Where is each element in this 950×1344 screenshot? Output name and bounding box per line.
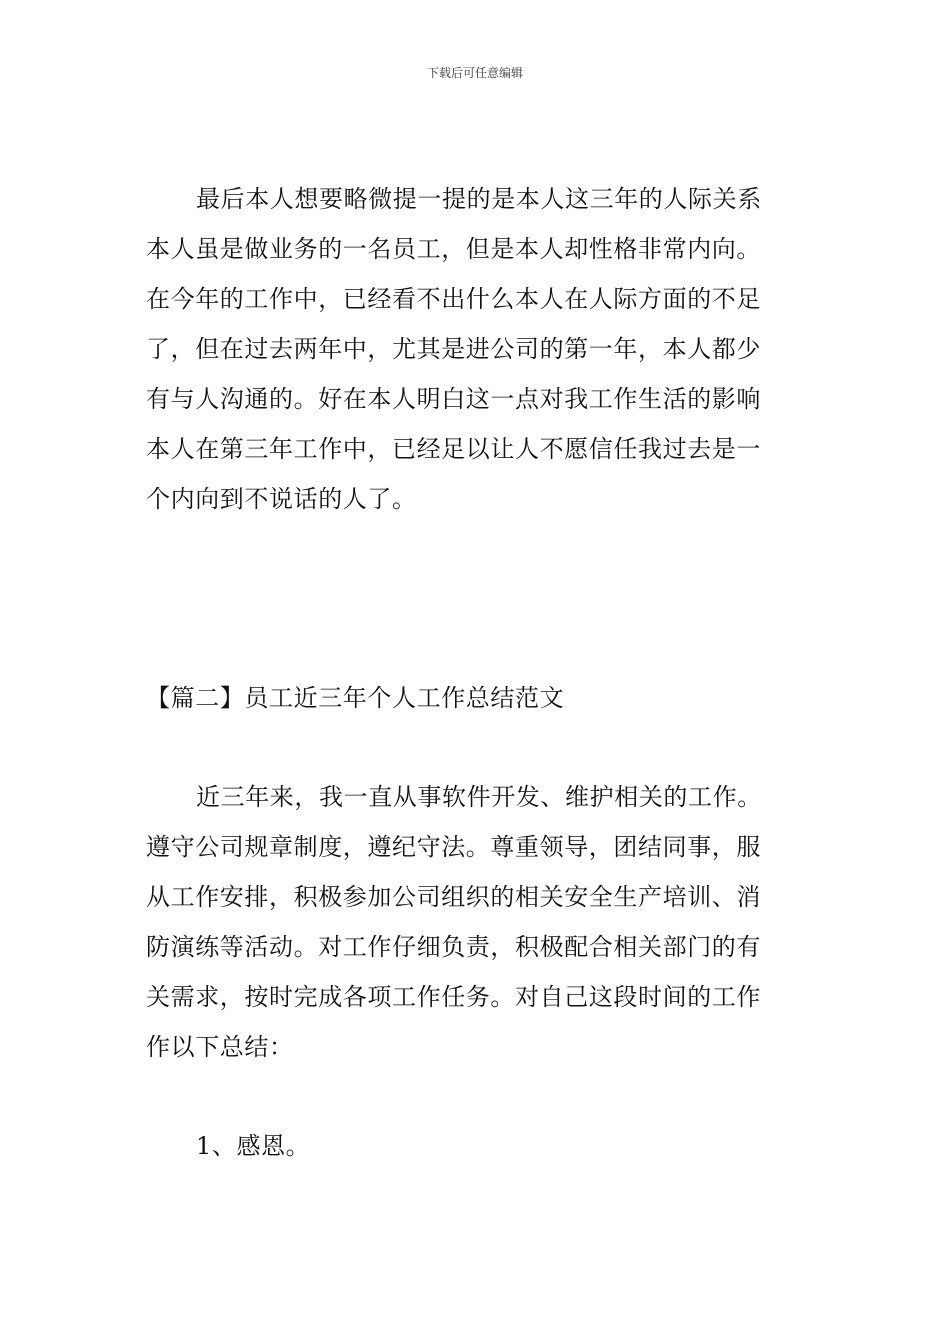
page-header: 下载后可任意编辑 bbox=[426, 66, 523, 80]
paragraph-2-line-6: 作以下总结： bbox=[146, 1033, 294, 1061]
paragraph-1-line-1: 最后本人想要略微提一提的是本人这三年的人际关系 bbox=[196, 185, 762, 213]
paragraph-2-line-1: 近三年来，我一直从事软件开发、维护相关的工作。 bbox=[196, 783, 762, 811]
paragraph-2-line-4: 防演练等活动。对工作仔细负责，积极配合相关部门的有 bbox=[146, 933, 761, 961]
section-title: 【篇二】员工近三年个人工作总结范文 bbox=[146, 684, 565, 712]
paragraph-1-line-7: 个内向到不说话的人了。 bbox=[146, 485, 417, 513]
paragraph-1-line-3: 在今年的工作中，已经看不出什么本人在人际方面的不足 bbox=[146, 285, 761, 313]
list-item-1: 1、感恩。 bbox=[196, 1132, 311, 1160]
paragraph-1-line-2: 本人虽是做业务的一名员工，但是本人却性格非常内向。 bbox=[146, 235, 761, 263]
paragraph-1-line-6: 本人在第三年工作中，已经足以让人不愿信任我过去是一 bbox=[146, 435, 761, 463]
paragraph-1-line-4: 了，但在过去两年中，尤其是进公司的第一年，本人都少 bbox=[146, 335, 761, 363]
paragraph-1-line-5: 有与人沟通的。好在本人明白这一点对我工作生活的影响 bbox=[146, 385, 761, 413]
paragraph-2-line-5: 关需求，按时完成各项工作任务。对自己这段时间的工作 bbox=[146, 983, 761, 1011]
paragraph-2-line-2: 遵守公司规章制度，遵纪守法。尊重领导，团结同事，服 bbox=[146, 833, 761, 861]
paragraph-2-line-3: 从工作安排，积极参加公司组织的相关安全生产培训、消 bbox=[146, 883, 761, 911]
